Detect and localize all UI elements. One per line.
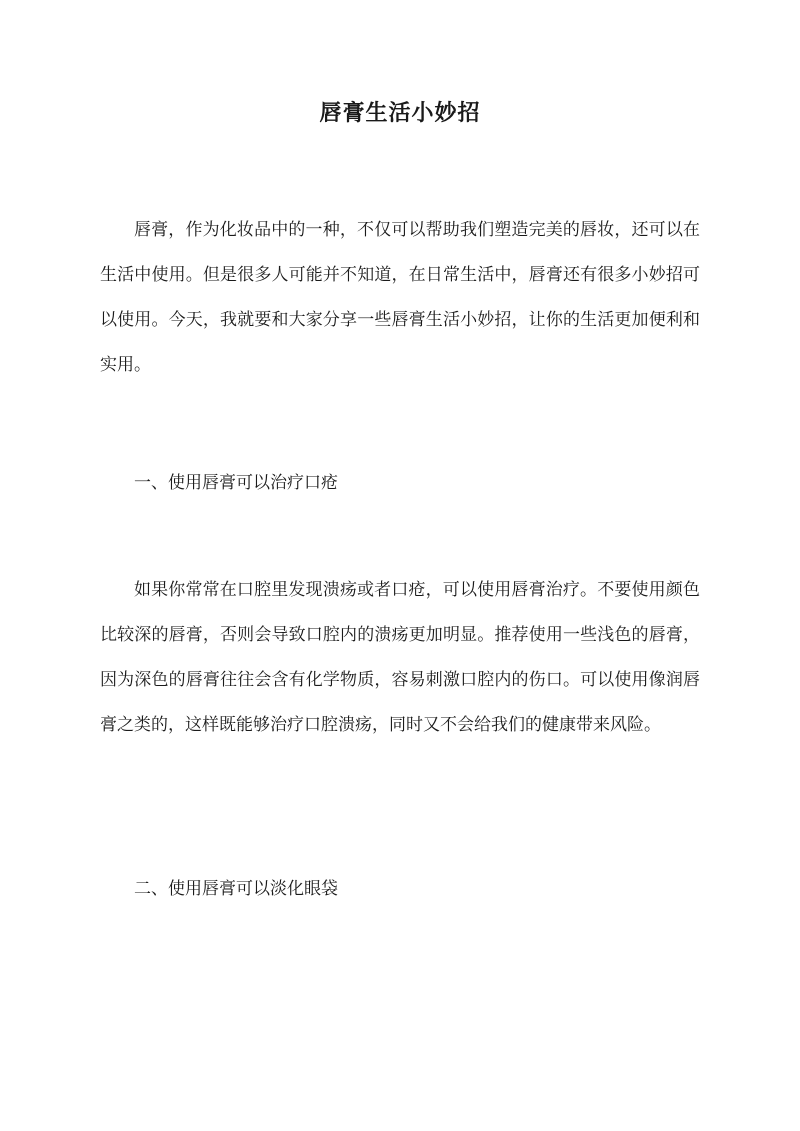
intro-paragraph: 唇膏，作为化妆品中的一种，不仅可以帮助我们塑造完美的唇妆，还可以在生活中使用。但是很多人可能并不知道，在日常生活中，唇膏还有很多小妙招可以使用。今天，我就要和大家分享一些唇膏生活小妙招，让你的生活更加便利和实用。: [100, 220, 700, 375]
section-1-heading: 一、使用唇膏可以治疗口疮: [134, 473, 338, 493]
document-title: 唇膏生活小妙招: [319, 100, 481, 126]
section-1-paragraph: 如果你常常在口腔里发现溃疡或者口疮，可以使用唇膏治疗。不要使用颜色比较深的唇膏，否则会导致口腔内的溃疡更加明显。推荐使用一些浅色的唇膏，因为深色的唇膏往往会含有化学物质，容易刺激口腔内的伤口。可以使用像润唇膏之类的，这样既能够治疗口腔溃疡，同时又不会给我们的健康带来风险。: [100, 580, 700, 735]
section-2-heading: 二、使用唇膏可以淡化眼袋: [134, 879, 338, 899]
